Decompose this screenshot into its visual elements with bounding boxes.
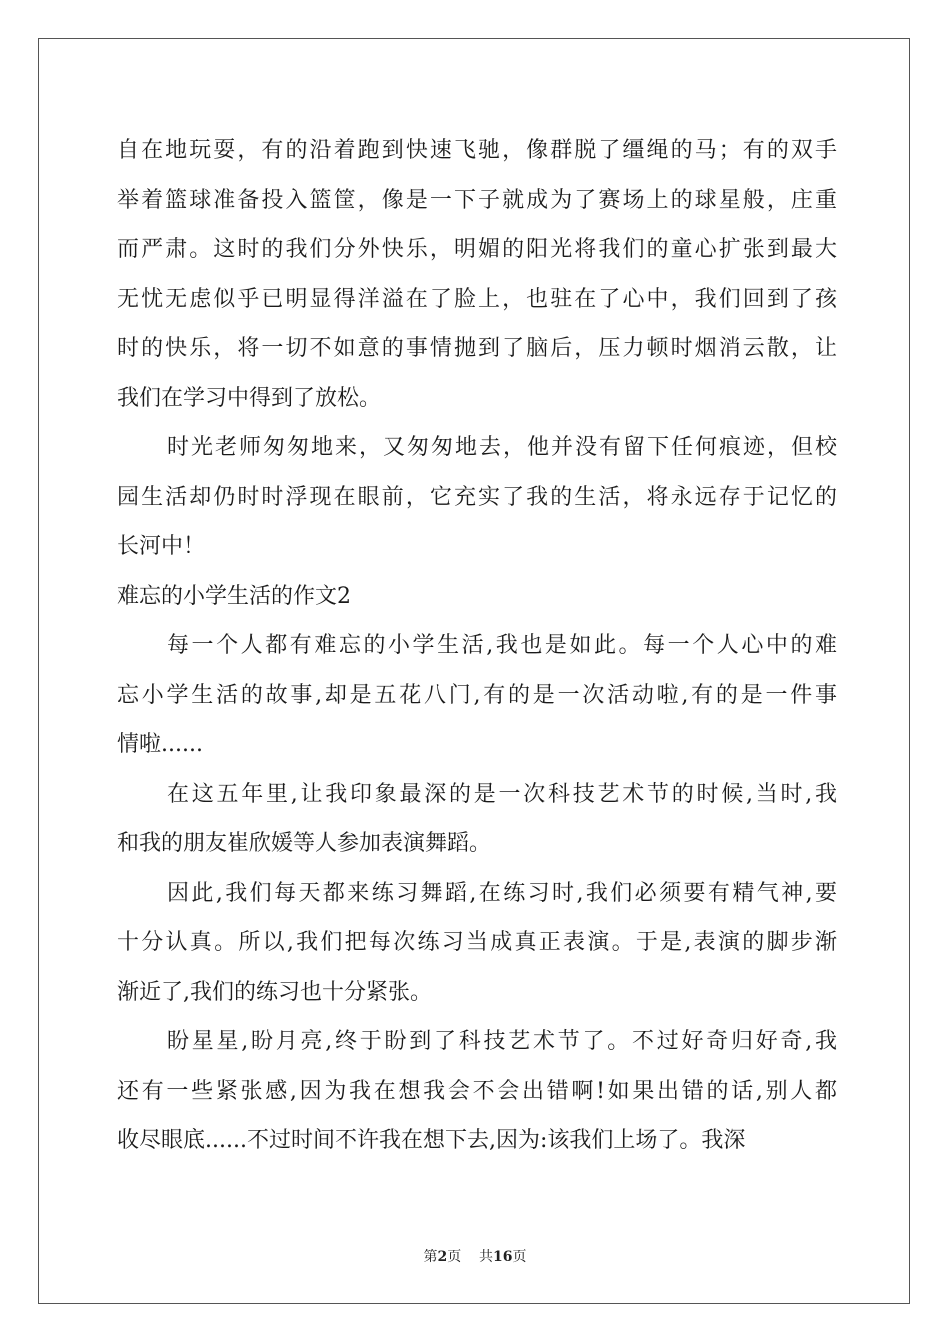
footer-total-prefix: 共	[479, 1249, 494, 1265]
text-line: 十分认真。所以,我们把每次练习当成真正表演。于是,表演的脚步渐	[117, 930, 837, 955]
text-line: 园生活却仍时时浮现在眼前，它充实了我的生活，将永远存于记忆的	[117, 484, 837, 510]
text-line: 和我的朋友崔欣媛等人参加表演舞蹈。	[117, 831, 492, 856]
text-line: 难忘的小学生活的作文2	[117, 583, 351, 609]
paragraph	[117, 1017, 837, 1166]
text-line: 长河中！	[117, 534, 206, 559]
text-line: 在这五年里,让我印象最深的是一次科技艺术节的时候,当时,我	[167, 781, 837, 807]
text-line: 自在地玩耍，有的沿着跑到快速飞驰，像群脱了缰绳的马；有的双手	[117, 138, 837, 163]
text-line: 情啦......	[117, 732, 203, 757]
text-line: 无忧无虑似乎已明显得洋溢在了脸上，也驻在了心中，我们回到了孩	[117, 286, 837, 312]
text-line: 因此,我们每天都来练习舞蹈,在练习时,我们必须要有精气神,要	[167, 880, 837, 906]
text-line: 而严肃。这时的我们分外快乐，明媚的阳光将我们的童心扩张到最大	[117, 237, 837, 262]
document-body	[117, 126, 837, 1166]
text-line: 我们在学习中得到了放松。	[117, 385, 382, 411]
paragraph	[117, 869, 837, 1018]
paragraph	[117, 770, 837, 869]
footer-page-suffix: 页	[447, 1249, 462, 1265]
text-line: 收尽眼底......不过时间不许我在想下去,因为:该我们上场了。我深	[117, 1128, 746, 1153]
footer-prefix: 第	[423, 1249, 438, 1265]
footer-total-suffix: 页	[512, 1249, 527, 1265]
page-footer	[0, 1246, 950, 1266]
text-line: 还有一些紧张感,因为我在想我会不会出错啊!如果出错的话,别人都	[117, 1078, 837, 1104]
text-line: 每一个人都有难忘的小学生活,我也是如此。每一个人心中的难	[167, 633, 837, 658]
text-line: 举着篮球准备投入篮筐，像是一下子就成为了赛场上的球星般，庄重	[117, 187, 837, 213]
paragraph	[117, 126, 837, 423]
paragraph	[117, 621, 837, 770]
section-heading	[117, 572, 837, 622]
text-line: 盼星星,盼月亮,终于盼到了科技艺术节了。不过好奇归好奇,我	[167, 1029, 837, 1054]
text-line: 渐近了,我们的练习也十分紧张。	[117, 979, 432, 1005]
total-page-count: 16	[493, 1249, 513, 1265]
text-line: 忘小学生活的故事,却是五花八门,有的是一次活动啦,有的是一件事	[117, 682, 837, 708]
text-line: 时光老师匆匆地来，又匆匆地去，他并没有留下任何痕迹，但校	[167, 435, 837, 460]
current-page-number: 2	[437, 1249, 448, 1265]
text-line: 时的快乐，将一切不如意的事情抛到了脑后，压力顿时烟消云散，让	[117, 336, 837, 361]
paragraph	[117, 423, 837, 572]
